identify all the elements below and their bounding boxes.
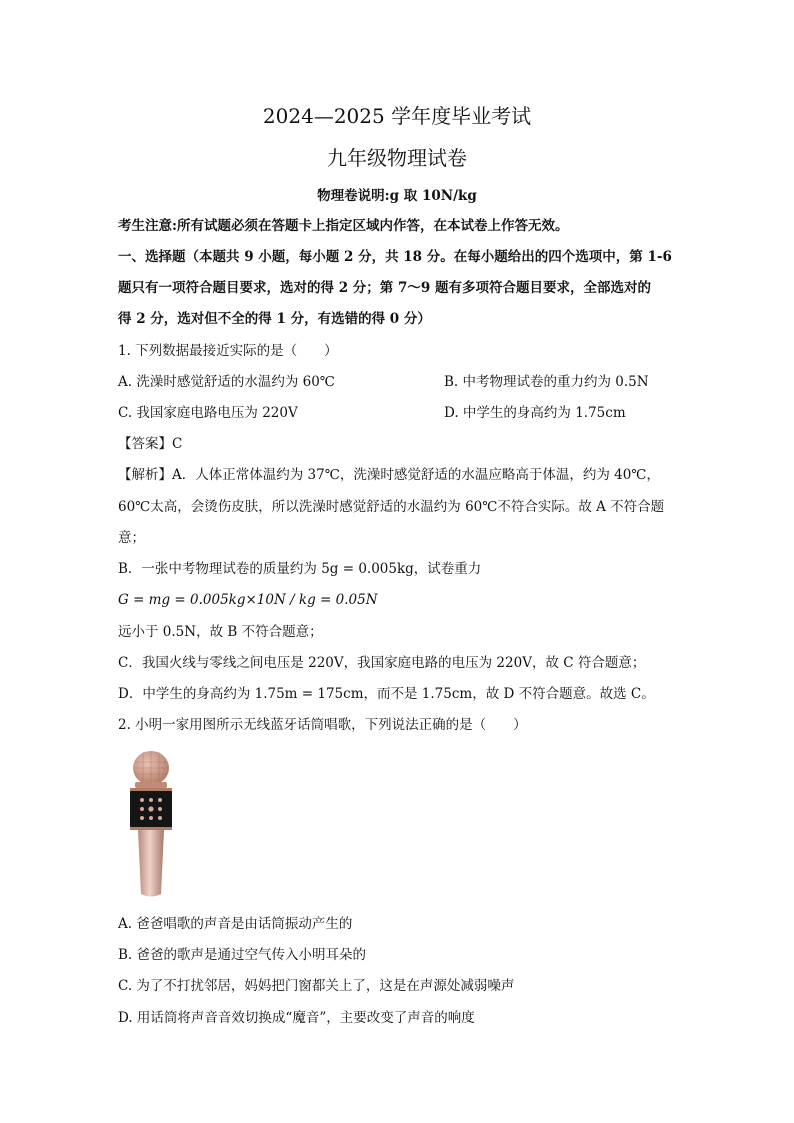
section1-instructions-line2: 题只有一项符合题目要求，选对的得 2 分；第 7～9 题有多项符合题目要求，全部选对的 — [118, 280, 651, 296]
q1-option-c: C. 我国家庭电路电压为 220V — [118, 405, 298, 421]
q2-option-b: B. 爸爸的歌声是通过空气传入小明耳朵的 — [118, 947, 367, 963]
q2-option-a: A. 爸爸唱歌的声音是由话筒振动产生的 — [118, 916, 353, 932]
bluetooth-microphone-image — [118, 748, 188, 900]
q1-analysis-line7: C．我国火线与零线之间电压是 220V，我国家庭电路的电压为 220V，故 C 符合题意； — [118, 655, 646, 671]
section1-instructions-line3: 得 2 分，选对但不全的得 1 分，有选错的得 0 分） — [118, 311, 431, 327]
q1-gravity-formula: G = mg = 0.005kg×10N / kg = 0.05N — [118, 592, 378, 608]
q2-stem: 2. 小明一家用图所示无线蓝牙话筒唱歌，下列说法正确的是（ ） — [118, 717, 527, 733]
exam-subtitle: 九年级物理试卷 — [327, 146, 467, 170]
section1-instructions-line1: 一、选择题（本题共 9 小题，每小题 2 分，共 18 分。在每小题给出的四个选项中，第 1-6 — [118, 249, 672, 265]
q1-option-b: B. 中考物理试卷的重力约为 0.5N — [444, 374, 649, 390]
q1-answer: 【答案】C — [118, 436, 183, 452]
gravity-note: 物理卷说明:g 取 10N/kg — [317, 188, 477, 204]
q1-analysis-line4: B．一张中考物理试卷的质量约为 5g = 0.005kg，试卷重力 — [118, 561, 482, 577]
q1-stem: 1. 下列数据最接近实际的是（ ） — [118, 343, 338, 359]
q1-analysis-line1: 【解析】A．人体正常体温约为 37℃，洗澡时感觉舒适的水温应略高于体温，约为 40℃， — [118, 467, 660, 483]
q2-option-c: C. 为了不打扰邻居，妈妈把门窗都关上了，这是在声源处减弱噪声 — [118, 978, 515, 994]
q1-option-a: A. 洗澡时感觉舒适的水温约为 60℃ — [118, 374, 335, 390]
q1-analysis-line6: 远小于 0.5N，故 B 不符合题意； — [118, 624, 323, 640]
q2-option-d: D. 用话筒将声音音效切换成“魔音”，主要改变了声音的响度 — [118, 1010, 475, 1026]
q1-analysis-line8: D．中学生的身高约为 1.75m = 175cm，而不是 1.75cm，故 D 不符合题意。故选 C。 — [118, 686, 655, 702]
exam-notice: 考生注意:所有试题必须在答题卡上指定区域内作答，在本试卷上作答无效。 — [118, 218, 569, 234]
q1-analysis-line3: 意； — [118, 530, 145, 546]
q1-analysis-line2: 60℃太高，会烫伤皮肤，所以洗澡时感觉舒适的水温约为 60℃不符合实际。故 A 不符合题 — [118, 499, 665, 515]
exam-title: 2024—2025 学年度毕业考试 — [262, 104, 532, 128]
q1-option-d: D. 中学生的身高约为 1.75cm — [444, 405, 626, 421]
